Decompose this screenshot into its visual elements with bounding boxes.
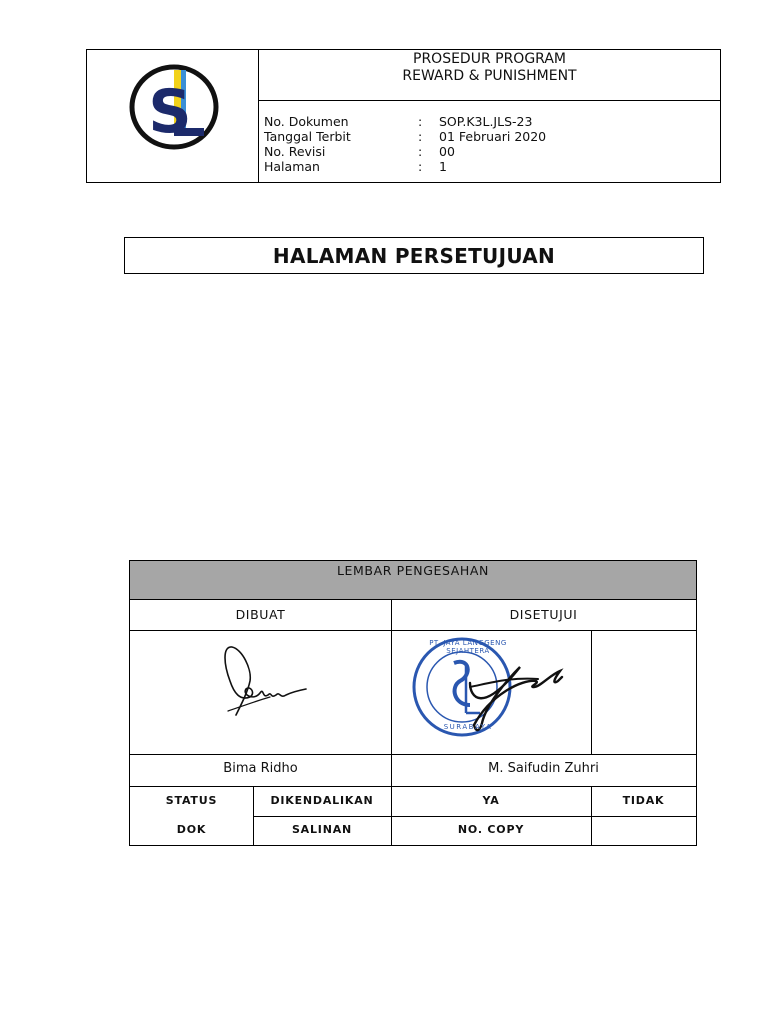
approval-table-heading: LEMBAR PENGESAHAN [130,561,696,600]
status-label: STATUS [165,794,218,807]
title-line-1: PROSEDUR PROGRAM [413,51,566,67]
info-label: Tanggal Terbit [264,129,351,144]
row-divider [253,816,696,817]
document-title [259,50,720,101]
info-separator: : [418,144,423,159]
stamp-text-bottom: SURABAYA [443,723,493,731]
maker-name: Bima Ridho [223,761,298,776]
column-divider [591,630,592,754]
info-separator: : [418,114,423,129]
info-label: No. Dokumen [264,114,349,129]
info-row-page [264,160,704,175]
info-label: Halaman [264,159,320,174]
info-row-revision [264,145,704,160]
info-value: 01 Februari 2020 [439,129,547,144]
controlled-label: DIKENDALIKAN [270,794,374,807]
company-logo-icon [129,64,219,150]
page-title: HALAMAN PERSETUJUAN [124,237,704,274]
info-row-issue-date [264,130,704,145]
info-value: SOP.K3L.JLS-23 [439,114,533,129]
row-divider [130,754,696,755]
approved-by-label: DISETUJUI [509,607,578,622]
info-value: 00 [439,144,455,159]
approver-name: M. Saifudin Zuhri [488,761,599,776]
document-header [86,49,721,183]
info-value: 1 [439,159,447,174]
row-divider [130,630,696,631]
document-info [259,101,720,182]
info-separator: : [418,159,423,174]
no-option: TIDAK [622,794,665,807]
info-label: No. Revisi [264,144,326,159]
info-row-document-number [264,115,704,130]
approval-table [129,560,697,846]
yes-option: YA [482,794,500,807]
logo-cell [87,50,259,182]
info-separator: : [418,129,423,144]
svg-text:S: S [148,77,192,147]
row-divider [130,786,696,787]
maker-signature [220,641,310,721]
stamp-text-top: PT. JAYA LANGGENG SEJAHTERA [429,639,507,655]
doc-label: DOK [176,823,207,836]
copy-label: SALINAN [291,823,353,836]
column-divider [391,600,392,845]
copy-number-label: NO. COPY [457,823,525,836]
title-line-2: REWARD & PUNISHMENT [402,68,577,84]
made-by-label: DIBUAT [235,607,286,622]
